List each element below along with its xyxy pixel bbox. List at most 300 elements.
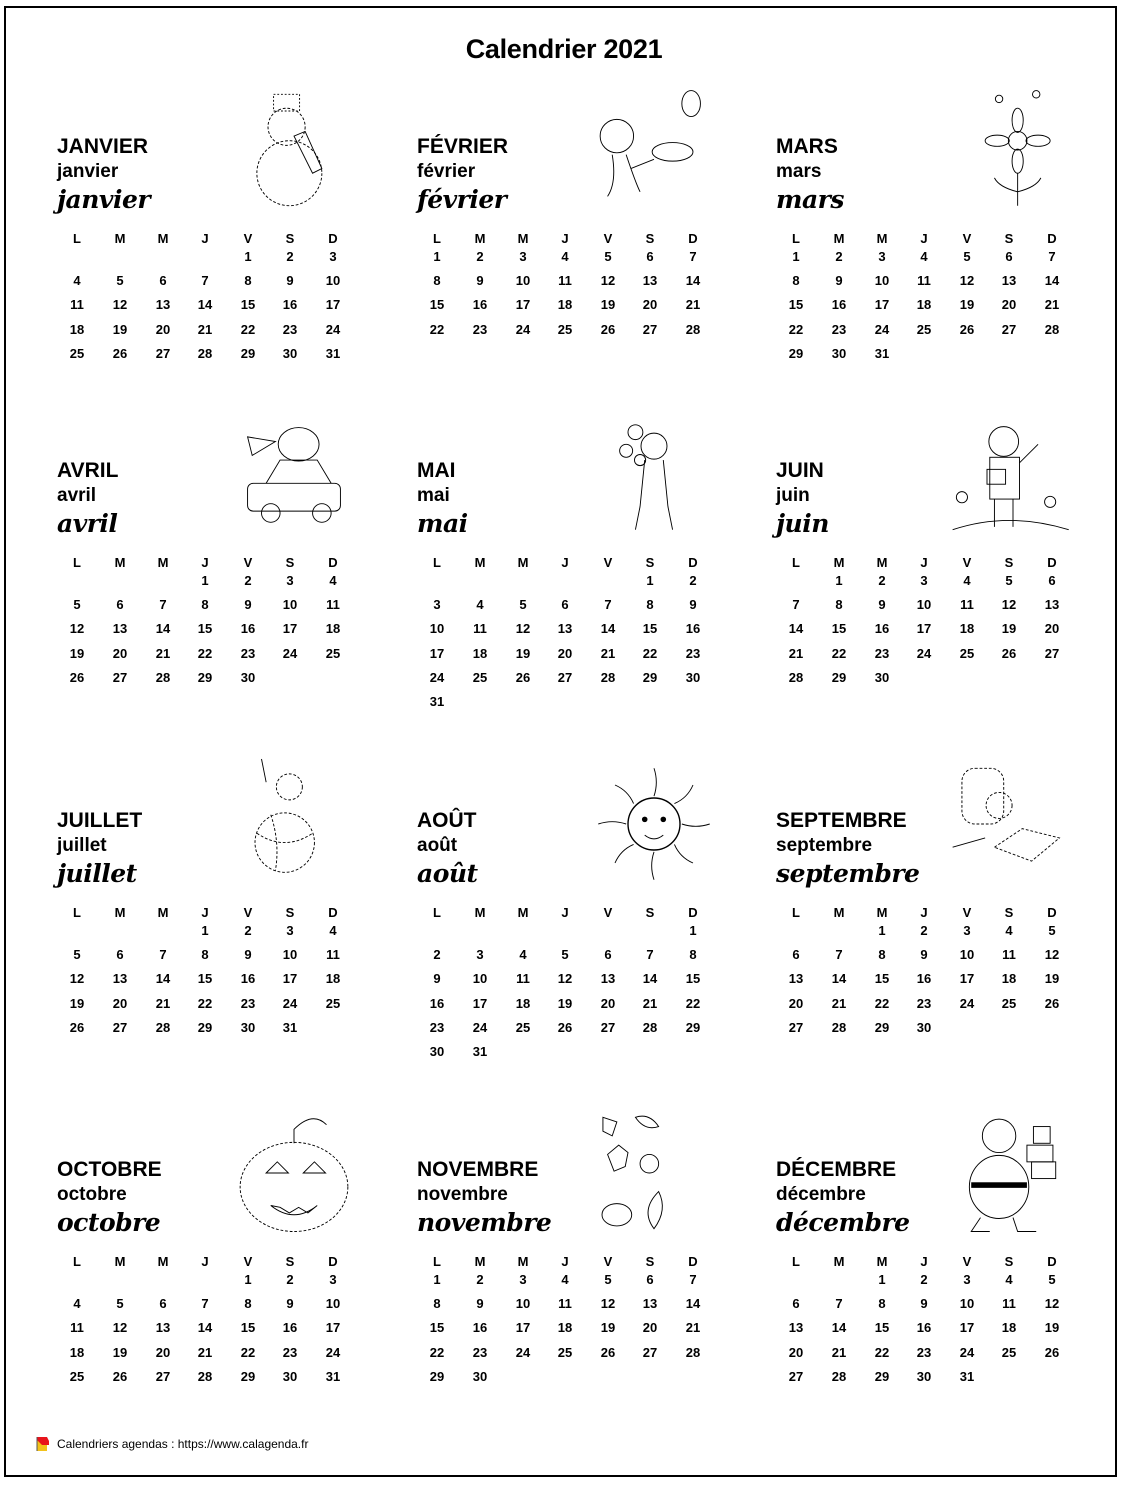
day-cell: 7 xyxy=(835,947,843,962)
day-cell: 20 xyxy=(788,1344,804,1360)
day-cell: 27 xyxy=(788,1019,804,1035)
month-name-lower: août xyxy=(417,835,458,856)
day-cell: 22 xyxy=(874,995,890,1011)
day-cell: 2 xyxy=(878,573,886,588)
weekday-header: L xyxy=(792,231,800,246)
day-cell: 12 xyxy=(600,273,616,288)
month-name-lower: septembre xyxy=(776,835,873,856)
day-cell: 2 xyxy=(244,573,252,588)
weekday-header: S xyxy=(645,555,655,570)
weekday-header: V xyxy=(962,905,972,920)
day-cell: 11 xyxy=(917,273,931,288)
weekday-header: J xyxy=(561,1254,569,1269)
day-cell: 3 xyxy=(286,573,294,588)
day-cell: 14 xyxy=(600,621,616,637)
day-cell: 20 xyxy=(600,995,616,1011)
weekday-header: V xyxy=(603,231,613,246)
pumpkin-icon xyxy=(229,1103,359,1243)
weekday-header: J xyxy=(561,905,569,920)
day-cell: 25 xyxy=(472,669,488,685)
day-cell: 27 xyxy=(1001,321,1017,337)
day-cell: 4 xyxy=(73,273,81,288)
day-cell: 26 xyxy=(959,321,975,337)
day-cell: 24 xyxy=(515,321,531,337)
day-cell: 16 xyxy=(685,621,701,637)
day-cell: 17 xyxy=(916,621,932,637)
day-cell: 19 xyxy=(69,645,85,661)
weekday-header: S xyxy=(645,231,655,246)
day-cell: 30 xyxy=(874,669,890,685)
day-cell: 5 xyxy=(519,597,527,612)
weekday-header: V xyxy=(243,1254,253,1269)
month-name-script: juin xyxy=(776,509,829,538)
day-cell: 29 xyxy=(197,669,213,685)
day-cell: 29 xyxy=(831,669,847,685)
day-cell: 13 xyxy=(112,621,128,637)
day-cell: 28 xyxy=(155,669,171,685)
day-cell: 24 xyxy=(429,669,445,685)
day-cell: 17 xyxy=(429,645,445,661)
day-cell: 3 xyxy=(329,249,337,264)
day-cell: 8 xyxy=(201,947,209,962)
day-cell: 9 xyxy=(835,273,843,288)
day-cell: 5 xyxy=(1048,1272,1056,1287)
day-cell: 27 xyxy=(557,669,573,685)
weekday-header: D xyxy=(328,555,338,570)
weekday-header: D xyxy=(1047,905,1057,920)
day-cell: 10 xyxy=(959,947,975,962)
weekday-header: J xyxy=(201,1254,209,1269)
day-cell: 23 xyxy=(282,321,298,337)
day-cell: 10 xyxy=(515,1296,531,1311)
day-cell: 13 xyxy=(155,1320,171,1336)
weekday-header: S xyxy=(1004,1254,1014,1269)
weekday-header: D xyxy=(328,231,338,246)
month-name-script: mars xyxy=(776,185,844,214)
day-cell: 22 xyxy=(240,321,256,337)
weekday-header: L xyxy=(73,555,81,570)
weekday-header: L xyxy=(73,1254,81,1269)
day-cell: 23 xyxy=(916,1344,932,1360)
day-cell: 18 xyxy=(1001,1320,1017,1336)
day-cell: 11 xyxy=(558,273,572,288)
day-cell: 10 xyxy=(472,971,488,987)
day-cell: 14 xyxy=(642,971,658,987)
day-cell: 16 xyxy=(916,971,932,987)
day-cell: 1 xyxy=(433,249,441,264)
day-cell: 4 xyxy=(561,1272,569,1287)
day-cell: 19 xyxy=(1044,971,1060,987)
day-cell: 9 xyxy=(286,1296,294,1311)
day-cell: 21 xyxy=(831,1344,847,1360)
day-cell: 18 xyxy=(515,995,531,1011)
weekday-header: M xyxy=(876,231,888,246)
footer-text: Calendriers agendas : https://www.calagenda.fr xyxy=(57,1437,309,1451)
day-cell: 28 xyxy=(155,1019,171,1035)
day-cell: 23 xyxy=(429,1019,445,1035)
day-cell: 8 xyxy=(433,273,441,288)
day-cell: 5 xyxy=(963,249,971,264)
day-cell: 3 xyxy=(878,249,886,264)
day-cell: 3 xyxy=(433,597,441,612)
month-name-upper: JUILLET xyxy=(57,809,143,832)
day-cell: 8 xyxy=(878,1296,886,1311)
day-cell: 4 xyxy=(476,597,484,612)
snowman-icon xyxy=(229,80,359,220)
day-cell: 4 xyxy=(329,923,337,938)
day-cell: 24 xyxy=(282,645,298,661)
day-cell: 2 xyxy=(286,249,294,264)
month-name-script: septembre xyxy=(776,859,920,888)
day-cell: 16 xyxy=(240,621,256,637)
day-cell: 18 xyxy=(472,645,488,661)
day-cell: 28 xyxy=(197,345,213,361)
day-cell: 18 xyxy=(959,621,975,637)
day-cell: 13 xyxy=(600,971,616,987)
month-block-juillet xyxy=(57,809,397,1109)
day-cell: 17 xyxy=(282,971,298,987)
day-cell: 2 xyxy=(476,249,484,264)
day-cell: 9 xyxy=(433,971,441,987)
day-cell: 27 xyxy=(788,1368,804,1384)
weekday-header: M xyxy=(157,555,169,570)
day-cell: 16 xyxy=(874,621,890,637)
weekday-header: D xyxy=(688,1254,698,1269)
day-cell: 29 xyxy=(642,669,658,685)
day-cell: 27 xyxy=(112,1019,128,1035)
weekday-header: M xyxy=(114,555,126,570)
day-cell: 11 xyxy=(473,621,487,637)
day-cell: 9 xyxy=(920,947,928,962)
day-cell: 7 xyxy=(646,947,654,962)
day-cell: 16 xyxy=(240,971,256,987)
weekday-header: S xyxy=(285,1254,295,1269)
day-cell: 16 xyxy=(831,297,847,313)
day-cell: 10 xyxy=(874,273,890,288)
weekday-header: L xyxy=(73,231,81,246)
day-cell: 21 xyxy=(197,1344,213,1360)
weekday-header: J xyxy=(920,1254,928,1269)
day-cell: 4 xyxy=(561,249,569,264)
month-name-lower: juillet xyxy=(57,835,107,856)
day-cell: 15 xyxy=(788,297,804,313)
day-cell: 4 xyxy=(73,1296,81,1311)
weekday-header: M xyxy=(114,1254,126,1269)
weekday-header: J xyxy=(920,905,928,920)
day-cell: 29 xyxy=(874,1368,890,1384)
fish-car-icon xyxy=(229,404,359,544)
day-cell: 31 xyxy=(874,345,890,361)
day-cell: 22 xyxy=(788,321,804,337)
day-cell: 18 xyxy=(916,297,932,313)
day-cell: 28 xyxy=(685,1344,701,1360)
month-name-script: juillet xyxy=(57,859,137,888)
weekday-header: D xyxy=(328,905,338,920)
month-name-lower: avril xyxy=(57,485,97,506)
weekday-header: M xyxy=(474,231,486,246)
month-block-septembre xyxy=(776,809,1116,1109)
month-name-lower: octobre xyxy=(57,1184,127,1205)
day-cell: 8 xyxy=(792,273,800,288)
day-cell: 20 xyxy=(788,995,804,1011)
day-cell: 21 xyxy=(685,297,701,313)
day-cell: 28 xyxy=(831,1368,847,1384)
weekday-header: D xyxy=(328,1254,338,1269)
month-name-script: août xyxy=(417,859,478,888)
day-cell: 26 xyxy=(112,1368,128,1384)
weekday-header: D xyxy=(688,905,698,920)
day-cell: 15 xyxy=(429,1320,445,1336)
day-cell: 30 xyxy=(282,345,298,361)
day-cell: 16 xyxy=(282,297,298,313)
day-cell: 17 xyxy=(874,297,890,313)
sun-icon xyxy=(589,754,719,894)
day-cell: 11 xyxy=(558,1296,572,1311)
weekday-header: L xyxy=(433,555,441,570)
day-cell: 27 xyxy=(642,1344,658,1360)
day-cell: 1 xyxy=(244,1272,252,1287)
day-cell: 3 xyxy=(963,1272,971,1287)
day-cell: 1 xyxy=(689,923,697,938)
day-cell: 26 xyxy=(69,669,85,685)
day-cell: 19 xyxy=(112,1344,128,1360)
day-cell: 18 xyxy=(557,297,573,313)
day-cell: 27 xyxy=(1044,645,1060,661)
day-cell: 25 xyxy=(515,1019,531,1035)
day-cell: 21 xyxy=(1044,297,1060,313)
weekday-header: V xyxy=(603,1254,613,1269)
day-cell: 8 xyxy=(878,947,886,962)
day-cell: 30 xyxy=(429,1044,445,1060)
day-cell: 18 xyxy=(69,1344,85,1360)
day-cell: 4 xyxy=(1005,1272,1013,1287)
day-cell: 4 xyxy=(1005,923,1013,938)
day-cell: 13 xyxy=(788,971,804,987)
day-cell: 12 xyxy=(69,621,85,637)
weekday-header: M xyxy=(833,1254,845,1269)
day-cell: 5 xyxy=(116,1296,124,1311)
day-cell: 18 xyxy=(325,621,341,637)
day-cell: 9 xyxy=(878,597,886,612)
day-cell: 7 xyxy=(792,597,800,612)
day-cell: 17 xyxy=(515,297,531,313)
weekday-header: V xyxy=(603,555,613,570)
boy-gift-icon xyxy=(948,404,1078,544)
weekday-header: V xyxy=(962,231,972,246)
day-cell: 15 xyxy=(240,1320,256,1336)
day-cell: 6 xyxy=(646,1272,654,1287)
weekday-header: M xyxy=(114,905,126,920)
day-cell: 24 xyxy=(472,1019,488,1035)
weekday-header: M xyxy=(114,231,126,246)
day-cell: 17 xyxy=(282,621,298,637)
day-cell: 20 xyxy=(155,1344,171,1360)
month-name-upper: MARS xyxy=(776,135,838,158)
day-cell: 4 xyxy=(920,249,928,264)
day-cell: 26 xyxy=(1001,645,1017,661)
day-cell: 27 xyxy=(600,1019,616,1035)
month-name-lower: décembre xyxy=(776,1184,866,1205)
day-cell: 17 xyxy=(959,1320,975,1336)
day-cell: 29 xyxy=(240,345,256,361)
day-cell: 23 xyxy=(874,645,890,661)
day-cell: 31 xyxy=(282,1019,298,1035)
day-cell: 20 xyxy=(112,645,128,661)
month-name-lower: mars xyxy=(776,161,822,182)
weekday-header: L xyxy=(792,555,800,570)
day-cell: 6 xyxy=(604,947,612,962)
weekday-header: M xyxy=(157,1254,169,1269)
day-cell: 5 xyxy=(73,597,81,612)
day-cell: 24 xyxy=(282,995,298,1011)
day-cell: 7 xyxy=(604,597,612,612)
weekday-header: S xyxy=(285,231,295,246)
day-cell: 16 xyxy=(429,995,445,1011)
day-cell: 5 xyxy=(561,947,569,962)
day-cell: 15 xyxy=(429,297,445,313)
month-name-script: novembre xyxy=(417,1208,552,1237)
day-cell: 29 xyxy=(197,1019,213,1035)
day-cell: 1 xyxy=(201,923,209,938)
day-cell: 6 xyxy=(1048,573,1056,588)
day-cell: 15 xyxy=(831,621,847,637)
day-cell: 11 xyxy=(960,597,974,612)
day-cell: 22 xyxy=(831,645,847,661)
day-cell: 22 xyxy=(429,1344,445,1360)
weekday-header: M xyxy=(517,1254,529,1269)
day-cell: 22 xyxy=(197,645,213,661)
day-cell: 15 xyxy=(197,971,213,987)
day-cell: 19 xyxy=(69,995,85,1011)
day-cell: 23 xyxy=(282,1344,298,1360)
day-cell: 14 xyxy=(197,297,213,313)
day-cell: 1 xyxy=(792,249,800,264)
day-cell: 15 xyxy=(197,621,213,637)
day-cell: 7 xyxy=(1048,249,1056,264)
day-cell: 6 xyxy=(646,249,654,264)
day-cell: 18 xyxy=(69,321,85,337)
day-cell: 11 xyxy=(326,947,340,962)
day-cell: 31 xyxy=(959,1368,975,1384)
day-cell: 1 xyxy=(646,573,654,588)
weekday-header: M xyxy=(157,231,169,246)
day-cell: 14 xyxy=(1044,273,1060,288)
day-cell: 27 xyxy=(112,669,128,685)
day-cell: 3 xyxy=(519,249,527,264)
day-cell: 18 xyxy=(325,971,341,987)
weekday-header: L xyxy=(433,231,441,246)
day-cell: 2 xyxy=(476,1272,484,1287)
day-cell: 6 xyxy=(1005,249,1013,264)
day-cell: 21 xyxy=(788,645,804,661)
day-cell: 5 xyxy=(1048,923,1056,938)
day-cell: 5 xyxy=(116,273,124,288)
day-cell: 23 xyxy=(240,645,256,661)
day-cell: 31 xyxy=(472,1044,488,1060)
day-cell: 21 xyxy=(155,645,171,661)
weekday-header: S xyxy=(285,555,295,570)
day-cell: 29 xyxy=(685,1019,701,1035)
day-cell: 6 xyxy=(159,273,167,288)
weekday-header: S xyxy=(1004,905,1014,920)
day-cell: 12 xyxy=(1044,947,1060,962)
page-title: Calendrier 2021 xyxy=(465,34,663,64)
day-cell: 14 xyxy=(788,621,804,637)
day-cell: 25 xyxy=(1001,1344,1017,1360)
day-cell: 4 xyxy=(519,947,527,962)
weekday-header: S xyxy=(1004,231,1014,246)
day-cell: 24 xyxy=(916,645,932,661)
day-cell: 20 xyxy=(557,645,573,661)
day-cell: 31 xyxy=(429,694,445,710)
day-cell: 30 xyxy=(282,1368,298,1384)
weekday-header: V xyxy=(962,1254,972,1269)
month-block-fevrier xyxy=(417,135,757,435)
weekday-header: M xyxy=(876,905,888,920)
day-cell: 28 xyxy=(642,1019,658,1035)
day-cell: 27 xyxy=(155,345,171,361)
day-cell: 25 xyxy=(557,321,573,337)
day-cell: 7 xyxy=(689,1272,697,1287)
weekday-header: M xyxy=(517,555,529,570)
weekday-header: V xyxy=(243,231,253,246)
day-cell: 9 xyxy=(920,1296,928,1311)
day-cell: 23 xyxy=(831,321,847,337)
day-cell: 19 xyxy=(600,297,616,313)
day-cell: 19 xyxy=(112,321,128,337)
day-cell: 1 xyxy=(878,1272,886,1287)
flower-icon xyxy=(948,80,1078,220)
day-cell: 10 xyxy=(282,947,298,962)
day-cell: 4 xyxy=(963,573,971,588)
month-name-lower: février xyxy=(417,161,476,182)
day-cell: 3 xyxy=(963,923,971,938)
day-cell: 23 xyxy=(685,645,701,661)
weekday-header: J xyxy=(561,555,569,570)
day-cell: 6 xyxy=(792,1296,800,1311)
day-cell: 7 xyxy=(689,249,697,264)
month-name-upper: FÉVRIER xyxy=(417,135,509,158)
day-cell: 15 xyxy=(642,621,658,637)
day-cell: 28 xyxy=(197,1368,213,1384)
weekday-header: V xyxy=(962,555,972,570)
day-cell: 24 xyxy=(959,1344,975,1360)
day-cell: 27 xyxy=(642,321,658,337)
weekday-header: M xyxy=(517,905,529,920)
day-cell: 8 xyxy=(689,947,697,962)
month-name-upper: AVRIL xyxy=(57,459,119,482)
day-cell: 2 xyxy=(920,923,928,938)
day-cell: 28 xyxy=(600,669,616,685)
footer xyxy=(36,1436,308,1452)
day-cell: 6 xyxy=(116,597,124,612)
day-cell: 21 xyxy=(155,995,171,1011)
weekday-header: M xyxy=(474,1254,486,1269)
day-cell: 28 xyxy=(1044,321,1060,337)
day-cell: 27 xyxy=(155,1368,171,1384)
day-cell: 21 xyxy=(197,321,213,337)
day-cell: 25 xyxy=(1001,995,1017,1011)
weekday-header: M xyxy=(833,905,845,920)
day-cell: 12 xyxy=(69,971,85,987)
month-block-mai xyxy=(417,459,757,759)
day-cell: 18 xyxy=(1001,971,1017,987)
weekday-header: S xyxy=(645,1254,655,1269)
day-cell: 22 xyxy=(429,321,445,337)
day-cell: 14 xyxy=(155,621,171,637)
day-cell: 29 xyxy=(429,1368,445,1384)
weekday-header: V xyxy=(243,555,253,570)
